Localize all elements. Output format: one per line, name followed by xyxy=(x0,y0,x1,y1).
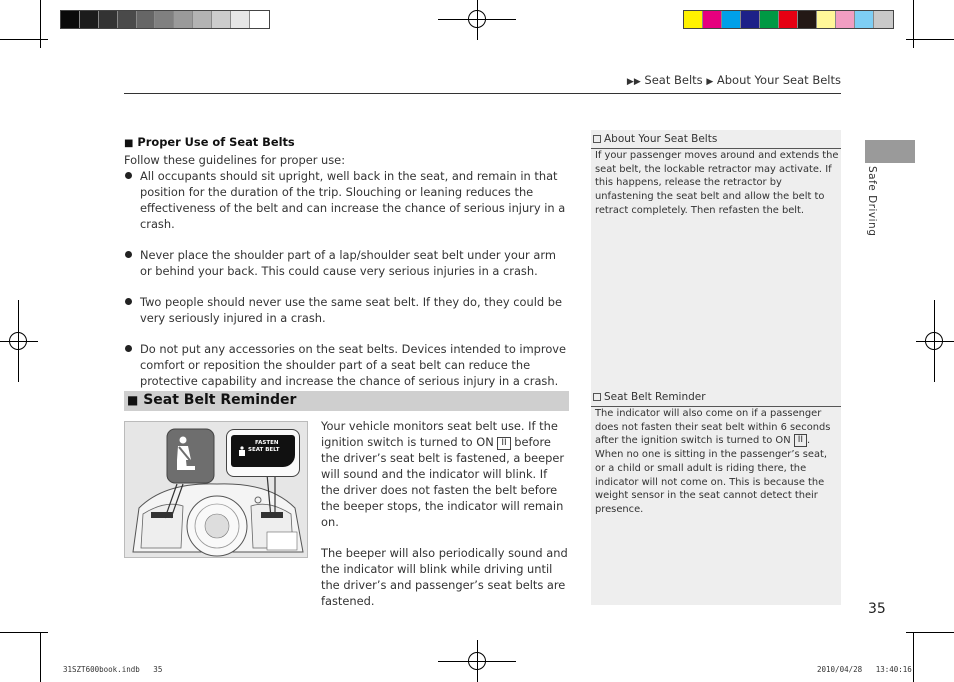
bullet-dot-icon xyxy=(125,298,132,305)
color-swatch xyxy=(174,11,193,28)
print-timestamp: 2010/04/28 13:40:16 xyxy=(817,665,912,674)
color-swatch xyxy=(703,11,722,28)
color-swatch xyxy=(741,11,760,28)
note-icon xyxy=(593,393,601,401)
square-bullet-icon: ■ xyxy=(127,393,139,407)
breadcrumb xyxy=(627,73,841,87)
color-swatch xyxy=(798,11,817,28)
grayscale-color-bar xyxy=(60,10,270,29)
color-swatch xyxy=(137,11,156,28)
color-swatch xyxy=(118,11,137,28)
color-swatch xyxy=(855,11,874,28)
color-swatch xyxy=(80,11,99,28)
side-notes-panel xyxy=(591,130,841,605)
passenger-indicator-display xyxy=(231,435,295,467)
color-swatch xyxy=(779,11,798,28)
note-heading: Seat Belt Reminder xyxy=(591,388,841,407)
note-icon xyxy=(593,135,601,143)
list-item: Do not put any accessories on the seat belts. Devices intended to improve comfort or reposition the shoulder part of a seat belt can reduce the protective capability and increase the chance of serious injury in a crash. xyxy=(124,341,570,389)
seat-belt-label: SEAT BELT xyxy=(248,447,280,453)
fasten-label: FASTEN xyxy=(255,440,279,446)
reminder-description xyxy=(321,418,569,624)
page-number: 35 xyxy=(868,601,886,617)
breadcrumb-parent-link[interactable]: Seat Belts xyxy=(644,73,703,87)
breadcrumb-current: About Your Seat Belts xyxy=(716,73,841,87)
note-body: The indicator will also come on if a passenger does not fasten their seat belt within 6 seconds after the ignition switch is turned to ON II . When no one is sitting in the passenger’s seat, or a child or small adult is riding there, the indicator will not come on. This is because the weight sensor in the seat cannot detect their presence. xyxy=(595,408,831,515)
proper-use-heading: ■ Proper Use of Seat Belts xyxy=(124,135,295,149)
print-file-label: 31SZT600book.indb 35 xyxy=(63,665,163,674)
note-body: If your passenger moves around and extends the seat belt, the lockable retractor may activate. If this happens, release the retractor by unfastening the seat belt and allow the belt to retract completely. Then refasten the belt. xyxy=(595,150,839,216)
color-swatch xyxy=(836,11,855,28)
color-swatch xyxy=(817,11,836,28)
proper-use-section xyxy=(124,134,570,404)
seat-belt-icon xyxy=(238,443,246,455)
breadcrumb-arrow-icon: ▶▶ xyxy=(626,77,641,87)
section-heading-bar xyxy=(124,391,569,411)
instrument-cluster-illustration xyxy=(124,421,308,558)
color-swatch xyxy=(212,11,231,28)
color-swatch xyxy=(250,11,269,28)
reminder-paragraph: Your vehicle monitors seat belt use. If the ignition switch is turned to ON II before the driver’s seat belt is fastened, a beeper will sound and the indicator will blink. If the driver does not fasten the belt before the beeper stops, the indicator will remain on. xyxy=(321,419,565,529)
color-swatch xyxy=(684,11,703,28)
color-swatch xyxy=(722,11,741,28)
list-item: All occupants should sit upright, well back in the seat, and remain in that position for the duration of the trip. Slouching or leaning reduces the effectiveness of the belt and can increase the chance of serious injury in a crash. xyxy=(124,168,570,232)
passenger-indicator-callout xyxy=(226,429,300,477)
color-swatch xyxy=(155,11,174,28)
square-bullet-icon: ■ xyxy=(124,138,134,149)
ignition-on-symbol: II xyxy=(794,434,807,447)
ignition-on-symbol: II xyxy=(497,437,510,450)
color-swatch xyxy=(231,11,250,28)
proper-use-intro: Follow these guidelines for proper use: xyxy=(124,153,346,167)
color-swatch xyxy=(99,11,118,28)
bullet-dot-icon xyxy=(125,345,132,352)
color-swatch xyxy=(193,11,212,28)
color-swatch xyxy=(874,11,893,28)
chapter-tab-label: Safe Driving xyxy=(866,166,878,237)
color-swatch xyxy=(61,11,80,28)
bullet-dot-icon xyxy=(125,251,132,258)
list-item: Never place the shoulder part of a lap/shoulder seat belt under your arm or behind your back. This could cause very serious injuries in a crash. xyxy=(124,247,570,279)
reminder-paragraph: The beeper will also periodically sound and the indicator will blink while driving until the driver’s and passenger’s seat belts are fastened. xyxy=(321,546,568,608)
color-swatch xyxy=(760,11,779,28)
breadcrumb-arrow-icon: ▶ xyxy=(706,77,714,87)
bullet-dot-icon xyxy=(125,172,132,179)
list-item: Two people should never use the same seat belt. If they do, they could be very seriously injured in a crash. xyxy=(124,294,570,326)
header-divider xyxy=(124,93,841,94)
process-color-bar xyxy=(683,10,894,29)
section-title: ■ Seat Belt Reminder xyxy=(127,392,297,408)
chapter-tab[interactable] xyxy=(865,140,915,163)
note-heading: About Your Seat Belts xyxy=(591,130,841,149)
